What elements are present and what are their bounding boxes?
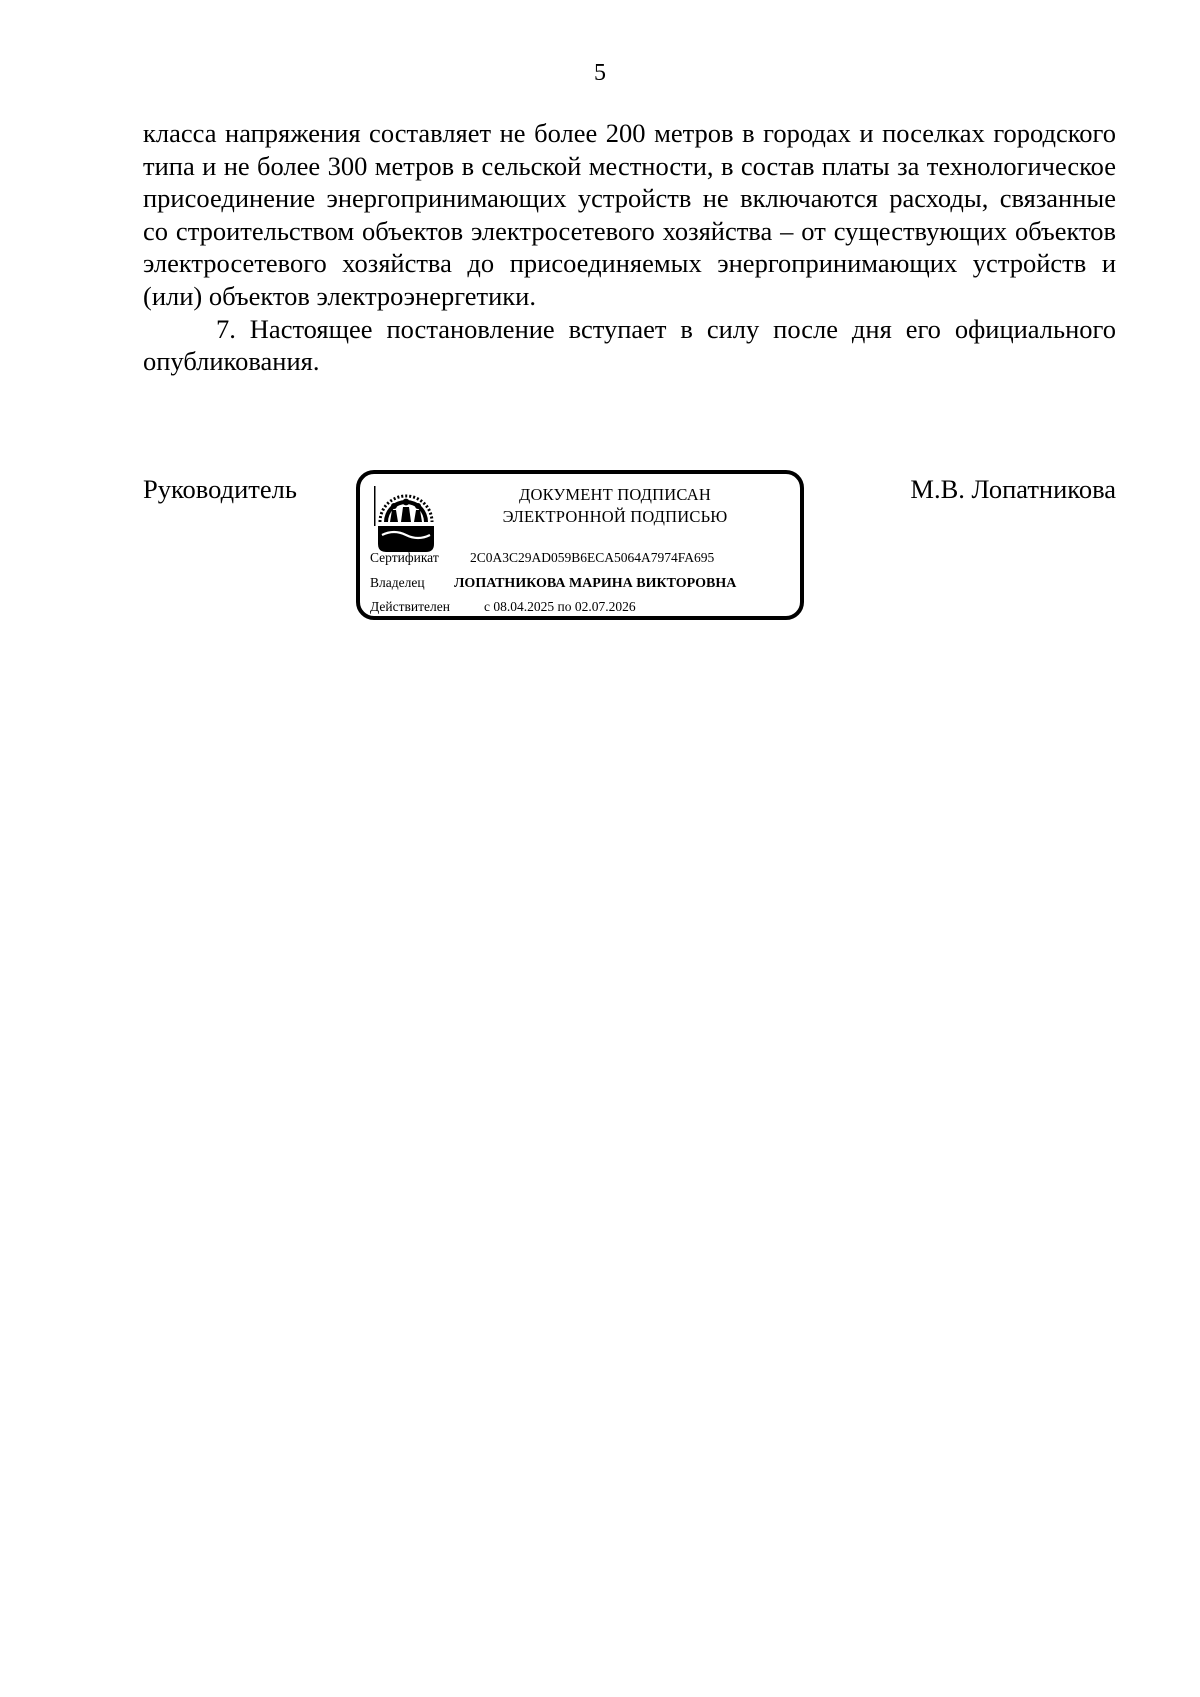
stamp-heading-line-1: ДОКУМЕНТ ПОДПИСАН xyxy=(519,485,711,504)
stamp-certificate-row xyxy=(370,549,714,567)
signatory-title: Руководитель xyxy=(143,474,297,504)
validity-label: Действителен xyxy=(370,599,450,614)
validity-value: с 08.04.2025 по 02.07.2026 xyxy=(484,599,636,614)
certificate-label: Сертификат xyxy=(370,550,439,565)
paragraph-continuation: класса напряжения составляет не более 200 метров в городах и поселках городского типа и не более 300 метров в сельской местности, в состав платы за технологическое присоединение энергопринимающих устройств не включаются расходы, связанные со строительством объектов электросетевого хозяйства – от существующих объектов электросетевого хозяйства до присоединяемых энергопринимающих устройств и (или) объектов электроэнергетики. xyxy=(143,118,1116,311)
certificate-value: 2C0A3C29AD059B6ECA5064A7974FA695 xyxy=(470,550,715,565)
stamp-heading xyxy=(450,484,780,528)
owner-label: Владелец xyxy=(370,575,425,590)
document-body xyxy=(143,117,1116,378)
signatory-name: М.В. Лопатникова xyxy=(910,474,1116,504)
stamp-validity-row xyxy=(370,598,636,616)
owner-value: ЛОПАТНИКОВА МАРИНА ВИКТОРОВНА xyxy=(454,576,737,591)
coat-of-arms-icon xyxy=(372,482,440,554)
paragraph-item-7: 7. Настоящее постановление вступает в силу после дня его официального опубликования. xyxy=(143,313,1116,377)
electronic-signature-stamp xyxy=(356,470,804,620)
page-number: 5 xyxy=(594,60,606,86)
stamp-heading-line-2: ЭЛЕКТРОННОЙ ПОДПИСЬЮ xyxy=(502,507,728,526)
stamp-owner-row xyxy=(370,574,736,593)
